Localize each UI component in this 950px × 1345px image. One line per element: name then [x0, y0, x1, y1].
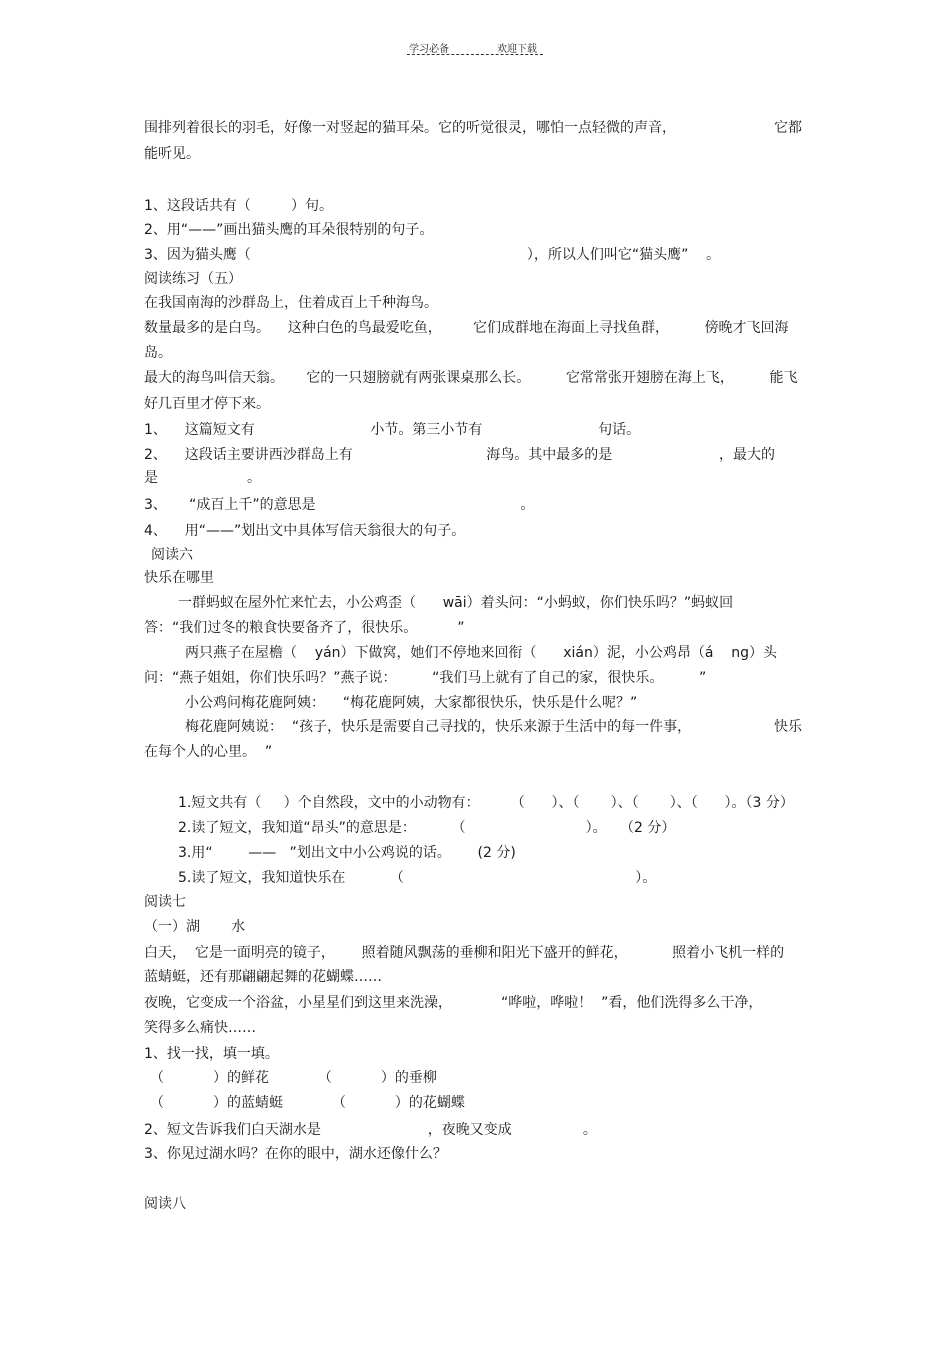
text-line: 快乐 [774, 719, 802, 735]
section-heading: 阅读六 [151, 547, 193, 563]
text-line: 问：“燕子姐姐，你们快乐吗？”燕子说： “我们马上就有了自己的家，很快乐。 ” [144, 670, 707, 686]
text-line: 数量最多的是白鸟。 这种白色的鸟最爱吃鱼， 它们成群地在海面上寻找鱼群， 傍晚才飞回海 [144, 320, 789, 336]
text-line: 白天， 它是一面明亮的镜子， 照着随风飘荡的垂柳和阳光下盛开的鲜花， 照着小飞机一样的 [144, 945, 785, 961]
question-line: 1、找一找，填一填。 [144, 1046, 279, 1062]
question-line: 3、 “成百上千”的意思是 。 [144, 497, 535, 513]
question-line: 3、因为猫头鹰（ ），所以人们叫它“猫头鹰” 。 [144, 247, 721, 263]
question-line: 3、你见过湖水吗？在你的眼中，湖水还像什么？ [144, 1146, 447, 1162]
text-line: 在每个人的心里。 ” [144, 744, 273, 760]
story-title: 快乐在哪里 [144, 570, 214, 586]
question-line: 2、 这段话主要讲西沙群岛上有 海鸟。其中最多的是 ，最大的 [144, 447, 776, 463]
text-line: 最大的海鸟叫信天翁。 它的一只翅膀就有两张课桌那么长。 它常常张开翅膀在海上飞， 能飞 [144, 370, 798, 386]
question-line: （ ）的鲜花 （ ）的垂柳 [150, 1070, 437, 1086]
text-line: 它都 [774, 120, 802, 136]
story-title: （一）湖 水 [144, 919, 246, 935]
page-header [0, 40, 950, 60]
question-line: 是 。 [144, 470, 262, 486]
section-heading: 阅读七 [144, 894, 186, 910]
question-line: 2、短文告诉我们白天湖水是 ，夜晚又变成 。 [144, 1122, 597, 1138]
header-left-text: 学习必备 [409, 44, 449, 55]
question-line: 1、这段话共有（ ）句。 [144, 198, 333, 214]
text-line: 小公鸡问梅花鹿阿姨： “梅花鹿阿姨，大家都很快乐，快乐是什么呢？” [185, 695, 638, 711]
text-line: 在我国南海的沙群岛上，住着成百上千种海鸟。 [144, 295, 438, 311]
question-line: 3.用“ —— ”划出文中小公鸡说的话。 (2 分) [178, 845, 516, 861]
section-heading: 阅读八 [144, 1196, 186, 1212]
question-line: 1.短文共有（ ）个自然段，文中的小动物有： （ ）、（ ）、（ ）、（ ）。（3 分） [178, 795, 794, 811]
text-line: 围排列着很长的羽毛，好像一对竖起的猫耳朵。它的听觉很灵，哪怕一点轻微的声音， [144, 120, 676, 136]
text-line: 答：“我们过冬的粮食快要备齐了，很快乐。 ” [144, 620, 465, 636]
question-line: （ ）的蓝蜻蜓 （ ）的花蝴蝶 [150, 1095, 465, 1111]
text-line: 岛。 [144, 345, 172, 361]
question-line: 4、 用“——”划出文中具体写信天翁很大的句子。 [144, 523, 466, 539]
question-line: 5.读了短文，我知道快乐在 （ ）。 [178, 870, 657, 886]
question-line: 1、 这篇短文有 小节。第三小节有 句话。 [144, 422, 641, 438]
text-line: 蓝蜻蜓，还有那翩翩起舞的花蝴蝶…… [144, 969, 382, 985]
text-line: 两只燕子在屋檐（ yán）下做窝，她们不停地来回衔（ xián）泥，小公鸡昂（á ng）头 [185, 645, 778, 661]
text-line: 笑得多么痛快…… [144, 1020, 256, 1036]
header-right-text: 欢迎下载 [497, 44, 537, 55]
text-line: 能听见。 [144, 146, 200, 162]
text-line: 一群蚂蚁在屋外忙来忙去，小公鸡歪（ wāi）着头问：“小蚂蚁，你们快乐吗？”蚂蚁回 [178, 595, 734, 611]
text-line: 好几百里才停下来。 [144, 396, 270, 412]
text-line: 夜晚，它变成一个浴盆，小星星们到这里来洗澡， “哗啦，哗啦！ ”看，他们洗得多么干净， [144, 995, 763, 1011]
question-line: 2、用“——”画出猫头鹰的耳朵很特别的句子。 [144, 222, 434, 238]
header-rule [407, 54, 543, 55]
section-heading: 阅读练习（五） [144, 271, 242, 287]
question-line: 2.读了短文，我知道“昂头”的意思是： （ ）。 （2 分） [178, 820, 676, 836]
text-line: 梅花鹿阿姨说： “孩子，快乐是需要自己寻找的，快乐来源于生活中的每一件事， [185, 719, 692, 735]
